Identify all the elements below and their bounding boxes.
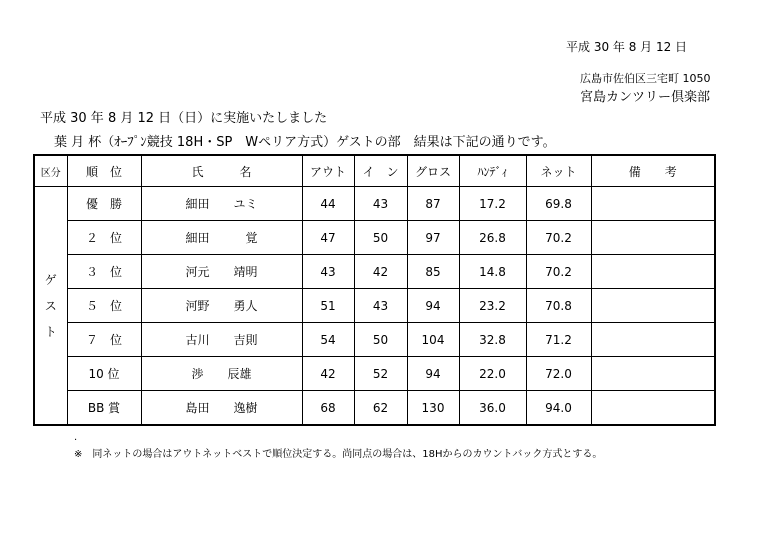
- out-cell: 54: [302, 323, 354, 357]
- in-cell: 43: [354, 289, 407, 323]
- document-date: 平成 30 年 8 月 12 日: [566, 40, 688, 54]
- footnote-text: ※ 同ネットの場合はアウトネットベストで順位決定する。尚同点の場合は、18Hからのカウントバック方式とする。: [74, 449, 603, 460]
- gross-cell: 94: [407, 289, 459, 323]
- handicap-cell: 23.2: [459, 289, 526, 323]
- net-cell: 70.8: [526, 289, 591, 323]
- rank-cell: ２ 位: [67, 221, 141, 255]
- handicap-cell: 36.0: [459, 391, 526, 426]
- table-header-row: [34, 155, 715, 187]
- table-row: [34, 255, 715, 289]
- in-cell: 52: [354, 357, 407, 391]
- gross-cell: 104: [407, 323, 459, 357]
- handicap-cell: 26.8: [459, 221, 526, 255]
- out-cell: 68: [302, 391, 354, 426]
- footnote-dot: .: [74, 432, 78, 443]
- header-remarks: 備 考: [591, 155, 715, 187]
- net-cell: 72.0: [526, 357, 591, 391]
- header-out: アウト: [302, 155, 354, 187]
- out-cell: 44: [302, 187, 354, 221]
- remarks-cell: [591, 255, 715, 289]
- header-kubun: 区分: [34, 155, 67, 187]
- club-address: 広島市佐伯区三宅町 1050: [580, 72, 711, 85]
- name-cell: 渉 辰雄: [141, 357, 302, 391]
- header-name: 氏 名: [141, 155, 302, 187]
- header-handicap: ﾊﾝﾃﾞｨ: [459, 155, 526, 187]
- name-cell: 細田 ユミ: [141, 187, 302, 221]
- net-cell: 71.2: [526, 323, 591, 357]
- handicap-cell: 14.8: [459, 255, 526, 289]
- out-cell: 42: [302, 357, 354, 391]
- in-cell: 62: [354, 391, 407, 426]
- in-cell: 50: [354, 221, 407, 255]
- name-cell: 細田 覚: [141, 221, 302, 255]
- in-cell: 43: [354, 187, 407, 221]
- table-row: [34, 357, 715, 391]
- net-cell: 70.2: [526, 221, 591, 255]
- handicap-cell: 32.8: [459, 323, 526, 357]
- club-name: 宮島カンツリー倶楽部: [580, 90, 711, 105]
- out-cell: 47: [302, 221, 354, 255]
- rank-cell: 優 勝: [67, 187, 141, 221]
- table-row: [34, 391, 715, 426]
- net-cell: 69.8: [526, 187, 591, 221]
- rank-cell: ７ 位: [67, 323, 141, 357]
- name-cell: 河野 勇人: [141, 289, 302, 323]
- rank-cell: BB 賞: [67, 391, 141, 426]
- rank-cell: ３ 位: [67, 255, 141, 289]
- out-cell: 43: [302, 255, 354, 289]
- gross-cell: 85: [407, 255, 459, 289]
- gross-cell: 97: [407, 221, 459, 255]
- table-row: [34, 323, 715, 357]
- header-rank: 順 位: [67, 155, 141, 187]
- rank-cell: ５ 位: [67, 289, 141, 323]
- results-table: [33, 154, 716, 426]
- in-cell: 42: [354, 255, 407, 289]
- gross-cell: 94: [407, 357, 459, 391]
- group-cell-guest: ゲ ス ト: [34, 187, 67, 426]
- net-cell: 70.2: [526, 255, 591, 289]
- in-cell: 50: [354, 323, 407, 357]
- handicap-cell: 17.2: [459, 187, 526, 221]
- remarks-cell: [591, 221, 715, 255]
- name-cell: 古川 吉則: [141, 323, 302, 357]
- intro-line-1: 平成 30 年 8 月 12 日（日）に実施いたしました: [40, 111, 328, 126]
- out-cell: 51: [302, 289, 354, 323]
- intro-line-2: 葉 月 杯（ｵｰﾌﾟﾝ競技 18H・SP Wペリア方式）ゲストの部 結果は下記の通りです。: [54, 135, 556, 150]
- net-cell: 94.0: [526, 391, 591, 426]
- rank-cell: 10 位: [67, 357, 141, 391]
- header-gross: グロス: [407, 155, 459, 187]
- table-row: [34, 221, 715, 255]
- remarks-cell: [591, 391, 715, 426]
- name-cell: 島田 逸樹: [141, 391, 302, 426]
- name-cell: 河元 靖明: [141, 255, 302, 289]
- remarks-cell: [591, 187, 715, 221]
- table-row: [34, 187, 715, 221]
- handicap-cell: 22.0: [459, 357, 526, 391]
- gross-cell: 130: [407, 391, 459, 426]
- remarks-cell: [591, 357, 715, 391]
- remarks-cell: [591, 323, 715, 357]
- header-in: イ ン: [354, 155, 407, 187]
- gross-cell: 87: [407, 187, 459, 221]
- header-net: ネット: [526, 155, 591, 187]
- table-row: [34, 289, 715, 323]
- remarks-cell: [591, 289, 715, 323]
